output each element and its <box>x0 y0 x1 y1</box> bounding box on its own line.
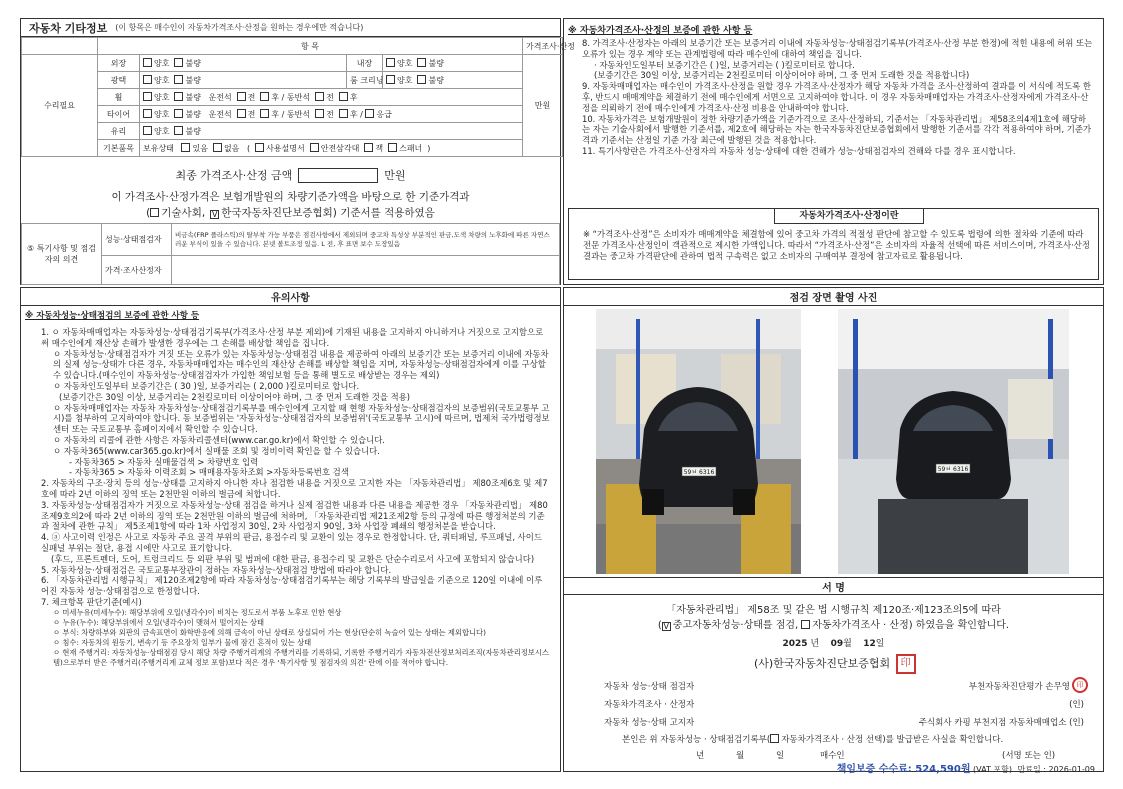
notice-1g: ㅇ 자동차365(www.car365.go.kr)에서 실매물 조회 및 정비이력 확인을 할 수 있습니다. <box>53 445 380 456</box>
possession-none-checkbox[interactable] <box>213 143 222 152</box>
sign-row-price: 자동차가격조사 · 산정자 (인) <box>604 700 1084 710</box>
notice-7a: ㅇ 미세누유(미세누수): 해당부위에 오일(냉각수)이 비치는 정도로서 부품 노후로 인한 현상 <box>53 607 342 617</box>
table-row: 유리 양호 불량 <box>22 123 563 140</box>
col-price-header: 가격조사·산정 <box>523 38 563 55</box>
basis-kada-checkbox[interactable]: V <box>211 210 218 219</box>
col-item-header: 항 목 <box>98 38 523 55</box>
group-special-label: ⑤ 특기사항 및 점검자의 의견 <box>22 224 102 285</box>
notice-1b: ㅇ 자동차성능·상태점검자가 거짓 또는 오류가 있는 자동차성능·상태점검 내용을 제공하여 아래의 보증기간 또는 보증거리 이내에 자동차의 실제 성능·상태가 다른 경우, 자동차매매업자는 매수인의 재산상 손해를 배상할 책임을 지며, 자동차성능·상태점검자에게 이를 구상할 수 있습니다.(매수인이 자동차성능·상태점검자가 가입한 책임보험 등을 통해 별도로 배상받는 경우는 제외) <box>53 348 549 381</box>
item-10: 10. 자동차가격은 보험개발원이 정한 차량기준가액을 기준가격으로 조사·산정하되, 기준서는 「자동차관리법」 제58조의4제1호에 해당하는 자는 기술사회에서 발행한 기준서를, 제2호에 해당하는 자는 한국자동차진단보증협회에서 발행한 기준서를 각각 적용하여야 하며, 기준가격과 기준서는 산정일 기준 가장 최근에 발행된 것을 적용합니다. <box>582 113 1092 146</box>
other-info-note: (이 항목은 매수인이 자동차가격조사·산정을 원하는 경우에만 적습니다) <box>115 23 364 32</box>
basis-line-2: ( 기술사회, V 한국자동차진단보증협회) 기준서를 적용하였음 <box>146 207 435 219</box>
basis-line-1: 이 가격조사·산정가격은 보험개발원의 차량기준가액을 바탕으로 한 기준가격과 <box>111 191 470 203</box>
possession-have-checkbox[interactable] <box>181 143 190 152</box>
plate-right: 59ㅂ 6316 <box>937 466 969 473</box>
wheel-pass-rear-checkbox[interactable] <box>339 92 348 101</box>
sign-line-2: ( V 중고자동차성능·상태를 점검, 자동차가격조사 · 산정) 하였음을 확인합니다. <box>657 620 1010 631</box>
price-guarantee-title: ※ 자동차가격조사·산정의 보증에 관한 사항 등 <box>568 26 753 36</box>
exterior-good-checkbox[interactable] <box>143 58 152 67</box>
notice-1f: ㅇ 자동차의 리콜에 관한 사항은 자동차리콜센터(www.car.go.kr)에서 확인할 수 있습니다. <box>53 434 385 445</box>
other-info-header <box>21 19 560 37</box>
table-row: 광택 양호 불량 룸 크리닝 양호 불량 <box>22 72 563 89</box>
price-inspector-label: 가격·조사산정자 <box>102 256 172 285</box>
tire-pass-front-checkbox[interactable] <box>315 109 324 118</box>
sign-row-inspector: 자동차 성능·상태 점검자 부천자동차진단평가 손무영 印 <box>604 680 1094 692</box>
signature-title: 서 명 <box>564 577 1103 595</box>
gloss-bad-checkbox[interactable] <box>174 75 183 84</box>
notice-4: 4. ⓐ 사고이력 인정은 사고로 자동차 주요 골격 부위의 판금, 용접수리 및 교환이 있는 경우로 한정합니다. 단, 쿼터패널, 루프패널, 사이드실패널 부위는 절단, 용접 시에만 사고로 표기합니다. <box>41 532 542 553</box>
table-row: 수리필요 외장 양호 불량 내장 양호 불량 만원 <box>22 55 563 72</box>
notice-4b: (후드, 프론트펜더, 도어, 트렁크리드 등 외판 부위 및 범퍼에 대한 판금, 용접수리 및 교환은 단순수리로서 사고에 포함되지 않습니다) <box>51 553 535 564</box>
notice-7d: ㅇ 침수: 자동차의 원동기, 변속기 등 주요장치 일부가 물에 잠긴 흔적이 있는 상태 <box>53 637 312 647</box>
row-label-wheel: 휠 <box>98 89 140 106</box>
price-unit-cell: 만원 <box>523 55 563 157</box>
price-definition-text: ※ “가격조사·산정”은 소비자가 매매계약을 체결함에 있어 중고차 가격의 적절성 판단에 참고할 수 있도록 법령에 의한 절차와 기준에 따라 전문 가격조사·산정인이 객관적으로 제시한 가액입니다. 따라서 “가격조사·산정”은 소비자의 자율적 선택에 따른 서비스이며, 가격조사·산정 결과는 중고차 가격판단에 관하여 법적 구속력은 없고 소비자의 구매여부 결정에 참고자료로 활용됩니다. <box>583 229 1090 261</box>
notice-6: 6. 「자동차관리법 시행규칙」 제120조제2항에 따라 자동차성능·상태점검기록부는 해당 기록부의 발급일을 기준으로 120일 이내에 이루어진 자동차 성능·상태점검으로 한정합니다. <box>41 575 543 597</box>
fee-row: 책임보증 수수료: 524,590원 (VAT 포함) 만료일 : 2026-01-09 <box>836 764 1095 775</box>
final-price-label: 최종 가격조사·산정 금액 <box>175 169 293 182</box>
price-definition-box <box>568 208 1099 280</box>
item-8: 8. 가격조사·산정자는 아래의 보증기간 또는 보증거리 이내에 자동차성능·상태점검기록부(가격조사·산정 부분 한정)에 적힌 내용에 허위 또는 오류가 있는 경우 계약 또는 관계법령에 따라 매수인에 대하여 책임을 집니다. <box>582 38 1093 59</box>
org-seal-icon: 印 <box>896 654 916 674</box>
garage-scene-right <box>838 309 1069 574</box>
notice-7: 7. 체크항목 판단기준(예시) <box>41 596 142 607</box>
special-notes-table <box>21 223 560 285</box>
room-bad-checkbox[interactable] <box>417 75 426 84</box>
tire-spare-checkbox[interactable] <box>365 109 374 118</box>
final-price-unit: 만원 <box>384 169 406 182</box>
item-8-a: · 자동차인도일부터 보증기간은 ( )일, 보증거리는 ( )킬로미터로 합니다. <box>594 59 855 70</box>
table-header-row <box>22 38 563 55</box>
notice-7c: ㅇ 부식: 차량하부와 외판의 금속표면이 화학반응에 의해 금속이 아닌 상태로 상실되어 가는 현상(단순히 녹슬어 있는 상태는 제외합니다) <box>53 627 486 637</box>
interior-bad-checkbox[interactable] <box>417 58 426 67</box>
wheel-driver-rear-checkbox[interactable] <box>260 92 269 101</box>
tire-driver-front-checkbox[interactable] <box>237 109 246 118</box>
item-8-b: (보증기간은 30일 이상, 보증거리는 2천킬로미터 이상이어야 하며, 그 중 먼저 도래한 것을 적용합니다) <box>594 70 970 81</box>
notice-1i: - 자동차365 > 자동차 이력조회 > 매매용자동차조회 >자동차등록번호 검색 <box>69 467 349 478</box>
notice-5: 5. 자동차성능·상태점검은 국토교통부장관이 정하는 자동차성능·상태점검 방법에 따라야 합니다. <box>41 564 392 575</box>
notice-subtitle: ※ 자동차성능·상태점검의 보증에 관한 사항 등 <box>25 311 200 321</box>
price-inspector-opinion <box>172 256 560 285</box>
inspection-photo-left <box>596 309 801 574</box>
basis-tech-checkbox[interactable] <box>150 208 159 217</box>
table-row: 기본품목 보유상태 있음 없음 ( 사용설명서 안전삼각대 잭 스패너 ) <box>22 140 563 157</box>
gloss-good-checkbox[interactable] <box>143 75 152 84</box>
photo-title: 점검 장면 촬영 사진 <box>564 288 1103 306</box>
inspector-seal-icon: 印 <box>1072 677 1088 693</box>
table-row: 타이어 양호 불량 운전석 전 후 / 동반석 전 후 / 응급 <box>22 106 563 123</box>
notice-7b: ㅇ 누유(누수): 해당부위에서 오일(냉각수)이 맺혀서 떨어지는 상태 <box>53 617 265 627</box>
wheel-pass-front-checkbox[interactable] <box>315 92 324 101</box>
photo-signature-section: 점검 장면 촬영 사진 59ㅂ 6316 59ㅂ 6316 서 명 「자동차관리법」 제58조 및 같은 법 시행규칙 제120조·제123조의5에 따라 ( V 중고자동차성능·상태를 점검, 자동차가격조사 · 산정) 하였음을 확인합니다. 2025 년 09월 12일 (사)한국자동차진단보증협회 印 자동차 성능·상태 점검자 부천자동차진단평가 손무영 印 자동차가격조사 · 산정자 (인) 자동차 성능·상태 고지자 주식회사 카핑 부천지점 자동차매매업소 (인) 본인은 위 자동차성능 · 상태점검기록부( 자동차가격조사 · 산정 선택)를 발급받은 사실을 확인합니다. 년 월 일 매수인 (서명 또는 인) 책임보증 수수료: 524,590원 (VAT 포함) 만료일 : 2026-01-09 <box>563 287 1104 772</box>
row-label-room-cleaning: 룸 크리닝 <box>347 72 383 89</box>
wheel-bad-checkbox[interactable] <box>174 92 183 101</box>
notice-title: 유의사항 <box>21 288 560 306</box>
row-label-interior: 내장 <box>347 55 383 72</box>
glass-good-checkbox[interactable] <box>143 126 152 135</box>
row-label-glass: 유리 <box>98 123 140 140</box>
row-label-exterior: 외장 <box>98 55 140 72</box>
wheel-driver-front-checkbox[interactable] <box>237 92 246 101</box>
inspection-photo-right <box>838 309 1069 574</box>
notice-3: 3. 자동차성능·상태점검자가 거짓으로 자동차성능·상태 점검을 하거나 실제 점검한 내용과 다른 내용을 제공한 경우 「자동차관리법」 제80조제9호의2에 따라 2년 이하의 징역 또는 2천만원 이하의 벌금에 처하며, 「자동차관리법 제21조제2항 등의 규정에 따른 행정처분의 기준과 절차에 관한 규칙」 제5조제1항에 따라 1차 사업정지 30일, 2차 사업정지 90일, 3차 사업장 폐쇄의 행정처분을 받습니다. <box>41 499 548 532</box>
table-row <box>22 224 560 256</box>
fee-label: 책임보증 수수료: 524,590원 <box>836 764 971 775</box>
price-check-checkbox[interactable] <box>801 620 810 629</box>
tire-good-checkbox[interactable] <box>143 109 152 118</box>
perf-inspector-opinion: 비금속(FRP 플라스틱)의 탈부착 가능 부품은 점검사항에서 제외되며 중고차 특성상 부분적인 판금,도색 차량의 노후화에 따른 자연스러운 부식이 있을 수 있습니다. 본넷 볼트조정 있음. L 전, 후 표면 보수 도장있음 <box>172 224 560 256</box>
row-label-tire: 타이어 <box>98 106 140 123</box>
notice-1c: ㅇ 자동차인도일부터 보증기간은 ( 30 )일, 보증거리는 ( 2,000 )킬로미터로 합니다. <box>53 380 360 391</box>
spanner-checkbox[interactable] <box>388 143 397 152</box>
sign-line-1: 「자동차관리법」 제58조 및 같은 법 시행규칙 제120조·제123조의5에 따라 <box>666 605 1001 616</box>
final-price-row <box>21 164 560 186</box>
notice-section <box>20 287 561 772</box>
manual-checkbox[interactable] <box>255 143 264 152</box>
group-repair-label: 수리필요 <box>22 55 98 157</box>
tire-driver-rear-checkbox[interactable] <box>260 109 269 118</box>
table-row <box>22 256 560 285</box>
glass-bad-checkbox[interactable] <box>174 126 183 135</box>
tire-pass-rear-checkbox[interactable] <box>339 109 348 118</box>
group-basic-label: 기본품목 <box>98 140 140 157</box>
triangle-checkbox[interactable] <box>310 143 319 152</box>
interior-good-checkbox[interactable] <box>386 58 395 67</box>
row-label-gloss: 광택 <box>98 72 140 89</box>
garage-scene-left <box>596 309 801 574</box>
tire-bad-checkbox[interactable] <box>174 109 183 118</box>
price-guarantee-section <box>563 18 1104 285</box>
sign-row-notifier: 자동차 성능·상태 고지자 주식회사 카핑 부천지점 자동차매매업소 (인) <box>604 718 1084 728</box>
sign-date: 2025 년 09월 12일 <box>782 639 885 649</box>
table-row: 휠 양호 불량 운전석 전 후 / 동반석 전 후 <box>22 89 563 106</box>
item-11: 11. 특기사항란은 가격조사·산정자의 자동차 성능·상태에 대한 견해가 성능·상태점검자의 견해와 다를 경우 표시합니다. <box>582 145 1016 156</box>
other-info-title: 자동차 기타정보 <box>29 21 108 35</box>
exterior-bad-checkbox[interactable] <box>174 58 183 67</box>
jack-checkbox[interactable] <box>364 143 373 152</box>
notice-1e: ㅇ 자동차매매업자는 자동차 자동차성능·상태점검기록부를 매수인에게 고지할 때 현행 자동차성능·상태점검자의 보증범위(국토교통부 고시)를 첨부하여 고지하여야 합니다. 동 보증범위는 '자동차성능·상태점검자의 보증범위'(국토교통부 고시)에 따르며, 법제처 국가법령정보센터 또는 국토교통부 홈페이지에서 확인할 수 있습니다. <box>53 402 550 435</box>
room-good-checkbox[interactable] <box>386 75 395 84</box>
notice-1d: (보증기간은 30일 이상, 보증거리는 2천킬로미터 이상이어야 하며, 그 중 먼저 도래한 것을 적용) <box>59 391 411 402</box>
item-9: 9. 자동차매매업자는 매수인이 가격조사·산정을 원할 경우 가격조사·산정자가 해당 자동차 가격을 조사·산정하여 결과를 이 서식에 적도록 한 후, 반드시 매매계약을 체결하기 전에 매수인에게 서면으로 고지하여야 합니다. 이 경우 자동차매매업자는 가격조사·산정자에게 가격조사·산정을 의뢰하기 전에 매수인에게 가격조사·산정 비용을 안내하여야 합니다. <box>582 81 1091 113</box>
sign-org: (사)한국자동차진단보증협회 印 <box>754 654 916 674</box>
sign-row-receipt: 본인은 위 자동차성능 · 상태점검기록부( 자동차가격조사 · 산정 선택)를 발급받은 사실을 확인합니다. <box>622 735 1004 745</box>
final-price-input[interactable] <box>298 168 378 183</box>
perf-inspector-label: 성능·상태점검자 <box>102 224 172 256</box>
receipt-price-checkbox[interactable] <box>770 734 779 743</box>
vehicle-other-info-section <box>20 18 575 285</box>
inspect-check-checkbox[interactable]: V <box>663 622 670 631</box>
plate-left: 59ㅂ 6316 <box>683 469 715 476</box>
notice-1a: 1. ㅇ 자동차매매업자는 자동차성능·상태점검기록부(가격조사·산정 부분 제외)에 기재된 내용을 고지하지 아니하거나 거짓으로 고지함으로써 매수인에게 재산상 손해가 발생한 경우에는 그 손해를 배상할 책임을 집니다. <box>41 327 544 348</box>
notice-2: 2. 자동차의 구조·장치 등의 성능·상태를 고지하지 아니한 자나 점검한 내용을 거짓으로 고지한 자는 「자동차관리법」 제80조제6호 및 제7호에 따라 2년 이하의 징역 또는 2천만원 이하의 벌금에 처합니다. <box>41 478 548 499</box>
notice-7e: ㅇ 현재 주행거리: 자동차성능·상태점검 당시 해당 차량 주행거리계의 주행거리를 기록하되, 기록한 주행거리가 자동차전산정보처리조직(자동차관리정보시스템)으로부터 받은 주행거리(주행거리계 교체 정보 포함)보다 적은 경우 '특기사항 및 점검자의 의견' 란에 이를 적어야 합니다. <box>53 647 549 667</box>
notice-1h: - 자동차365 > 자동차 실매물검색 > 차량번호 입력 <box>69 456 259 467</box>
wheel-good-checkbox[interactable] <box>143 92 152 101</box>
other-info-table <box>21 37 575 157</box>
price-definition-title: 자동차가격조사·산정이란 <box>774 208 924 224</box>
